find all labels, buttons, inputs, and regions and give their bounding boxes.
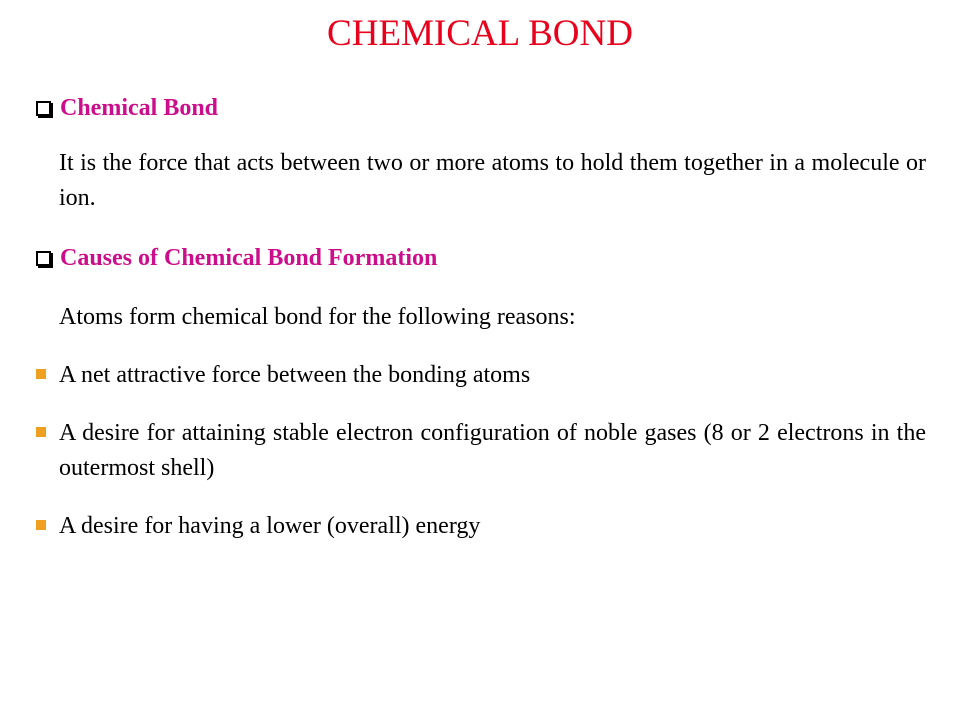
bullet-text: A desire for attaining stable electron configuration of noble gases (8 or 2 electrons in the outermost shell) <box>59 420 926 481</box>
section-heading-chemical-bond <box>36 92 218 124</box>
section-heading-causes <box>36 242 437 274</box>
list-item <box>36 358 926 393</box>
bullet-square-icon <box>36 427 46 437</box>
checkbox-square-icon <box>36 101 51 116</box>
checkbox-square-icon <box>36 251 51 266</box>
bullet-text: A desire for having a lower (overall) energy <box>59 513 481 539</box>
bullet-text: A net attractive force between the bonding atoms <box>59 362 531 388</box>
bullet-square-icon <box>36 520 46 530</box>
list-item <box>36 416 926 486</box>
definition-paragraph: It is the force that acts between two or more atoms to hold them together in a molecule or ion. <box>59 150 926 211</box>
slide-title: CHEMICAL BOND <box>327 13 633 54</box>
list-item <box>36 509 926 544</box>
section-heading-label: Causes of Chemical Bond Formation <box>60 245 438 271</box>
section-heading-label: Chemical Bond <box>60 95 219 121</box>
intro-paragraph: Atoms form chemical bond for the following reasons: <box>59 304 576 330</box>
bullet-square-icon <box>36 369 46 379</box>
